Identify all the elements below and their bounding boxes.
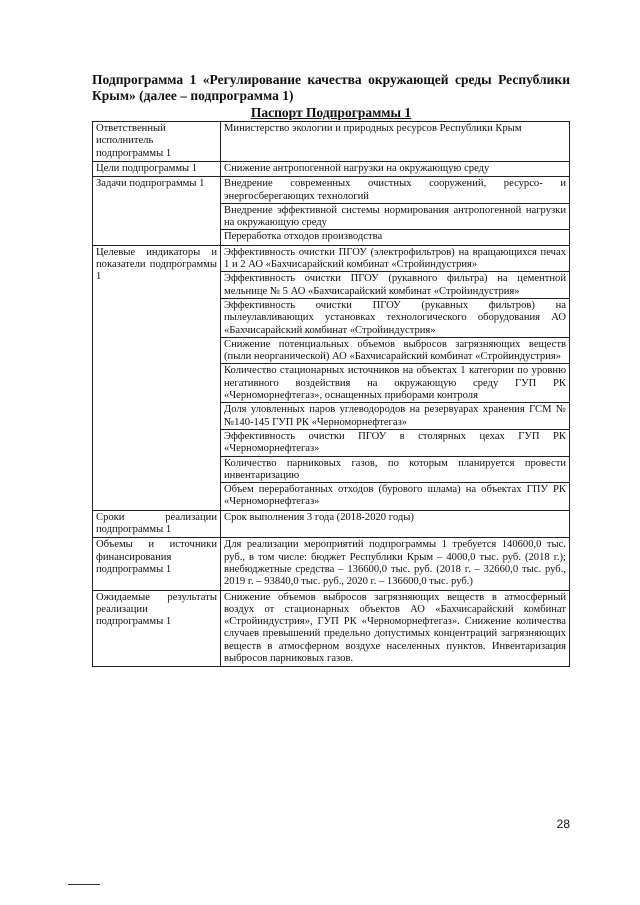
content-item: Снижение потенциальных объемов выбросов загрязняющих веществ (пыли неорганической) АО «Бахчисарайский комбинат «Стройиндустрия» <box>221 337 569 364</box>
row-content <box>221 177 570 245</box>
table-row <box>93 538 570 590</box>
content-item: Снижение объемов выбросов загрязняющих веществ в атмосферный воздух от стационарных объектов АО «Бахчисарайский комбинат «Стройиндустрия», ГУП РК «Черноморнефтегаз». Снижение количества случаев превышений предельно допустимых концентраций загрязняющих веществ в атмосферном воздухе населенных пунктов. Инвентаризация выбросов парниковых газов. <box>224 591 566 664</box>
row-content <box>221 122 570 162</box>
row-label: Целевые индикаторы и показатели подпрограммы 1 <box>93 245 221 510</box>
content-item: Эффективность очистки ПГОУ (рукавного фильтра) на цементной мельнице № 5 АО «Бахчисарайский комбинат «Стройиндустрия» <box>221 271 569 298</box>
row-label: Сроки реализации подпрограммы 1 <box>93 510 221 538</box>
row-content <box>221 510 570 538</box>
content-item: Срок выполнения 3 года (2018-2020 годы) <box>224 511 414 523</box>
page-number: 28 <box>556 817 570 831</box>
footnote-divider <box>68 884 100 885</box>
row-content <box>221 590 570 667</box>
content-item: Количество стационарных источников на объектах 1 категории по уровню негативного воздействия на окружающую среду ГУП РК «Черноморнефтегаз», оснащенных приборами контроля <box>221 363 569 402</box>
content-item: Внедрение эффективной системы нормирования антропогенной нагрузки на окружающую среду <box>221 203 569 230</box>
row-label: Ожидаемые результаты реализации подпрограммы 1 <box>93 590 221 667</box>
content-item: Эффективность очистки ПГОУ (рукавных фильтров) на пылеулавливающих установках технологического оборудования АО «Бахчисарайский комбинат «Стройиндустрия» <box>221 298 569 337</box>
row-content <box>221 162 570 177</box>
row-content <box>221 538 570 590</box>
passport-title: Паспорт Подпрограммы 1 <box>250 105 412 120</box>
content-item: Переработка отходов производства <box>221 229 569 243</box>
section-heading: Подпрограмма 1 «Регулирование качества окружающей среды Республики Крым» (далее – подпрограмма 1) <box>92 72 570 103</box>
content-item: Эффективность очистки ПГОУ в столярных цехах ГУП РК «Черноморнефтегаз» <box>221 429 569 456</box>
table-row <box>93 177 570 245</box>
row-content <box>221 245 570 510</box>
table-row <box>93 510 570 538</box>
content-item: Количество парниковых газов, по которым планируется провести инвентаризацию <box>221 456 569 483</box>
content-item: Внедрение современных очистных сооружений, ресурсо- и энергосберегающих технологий <box>224 178 566 202</box>
content-item: Объем переработанных отходов (бурового шлама) на объектах ГПУ РК «Черноморнефтегаз» <box>221 482 569 509</box>
row-label: Ответственный исполнитель подпрограммы 1 <box>93 122 221 162</box>
row-label: Задачи подпрограммы 1 <box>93 177 221 245</box>
content-item: Эффективность очистки ПГОУ (электрофильтров) на вращающихся печах 1 и 2 АО «Бахчисарайский комбинат «Стройиндустрия» <box>224 246 566 271</box>
content-item: Министерство экологии и природных ресурсов Республики Крым <box>224 123 522 134</box>
table-row <box>93 245 570 510</box>
table-row <box>93 590 570 667</box>
table-row <box>93 122 570 162</box>
content-item: Доля уловленных паров углеводородов на резервуарах хранения ГСМ №№140-145 ГУП РК «Черноморнефтегаз» <box>221 402 569 429</box>
row-label: Цели подпрограммы 1 <box>93 162 221 177</box>
content-item: Снижение антропогенной нагрузки на окружающую среду <box>224 163 490 174</box>
passport-table <box>92 121 570 667</box>
content-item: Для реализации мероприятий подпрограммы 1 требуется 140600,0 тыс. руб., в том числе: бюджет Республики Крым – 4000,0 тыс. руб. (2018 г.); внебюджетные средства – 136600,0 тыс. руб. (2018 г. – 32660,0 тыс. руб., 2019 г. – 93840,0 тыс. руб., 2020 г. – 136600,0 тыс. руб.) <box>224 539 566 588</box>
table-row <box>93 162 570 177</box>
row-label: Объемы и источники финансирования подпрограммы 1 <box>93 538 221 590</box>
